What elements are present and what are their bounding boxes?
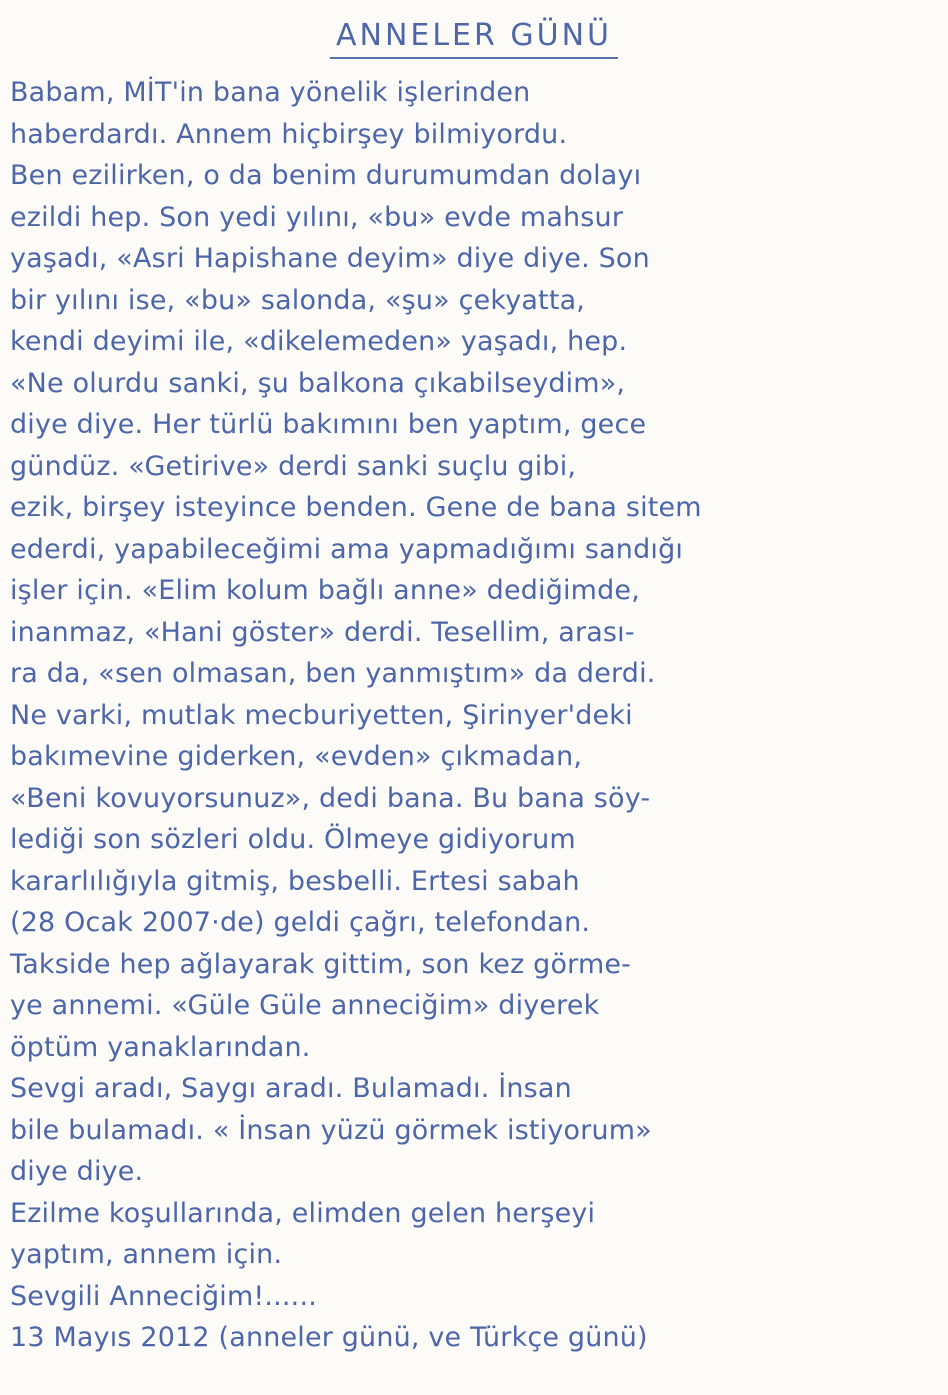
page-title: ANNELER GÜNÜ xyxy=(330,18,618,59)
letter-line: ye annemi. «Güle Güle anneciğim» diyerek xyxy=(10,990,600,1021)
letter-line: 13 Mayıs 2012 (anneler günü, ve Türkçe günü) xyxy=(10,1322,648,1353)
letter-body xyxy=(10,72,940,1359)
letter-line: ezildi hep. Son yedi yılını, «bu» evde mahsur xyxy=(10,201,624,233)
letter-line: Ne varki, mutlak mecburiyetten, Şirinyer'deki xyxy=(10,699,633,731)
letter-line: Babam, MİT'in bana yönelik işlerinden xyxy=(10,77,531,108)
letter-line: ederdi, yapabileceğimi ama yapmadığımı sandığı xyxy=(10,533,684,565)
letter-line: (28 Ocak 2007·de) geldi çağrı, telefondan. xyxy=(10,907,591,938)
letter-line: öptüm yanaklarından. xyxy=(10,1031,311,1063)
letter-line: kendi deyimi ile, «dikelemeden» yaşadı, hep. xyxy=(10,326,628,357)
title-area xyxy=(0,18,948,59)
letter-line: inanmaz, «Hani göster» derdi. Tesellim, arası- xyxy=(10,616,635,648)
letter-line: ezik, birşey isteyince benden. Gene de bana sitem xyxy=(10,492,702,523)
letter-line: Takside hep ağlayarak gittim, son kez görme- xyxy=(10,948,632,980)
letter-line: bakımevine giderken, «evden» çıkmadan, xyxy=(10,741,583,772)
letter-line: yaşadı, «Asri Hapishane deyim» diye diye. Son xyxy=(10,243,650,274)
letter-line: haberdardı. Annem hiçbirşey bilmiyordu. xyxy=(10,118,568,150)
letter-line: yaptım, annem için. xyxy=(10,1239,283,1270)
letter-line: lediği son sözleri oldu. Ölmeye gidiyorum xyxy=(10,824,576,855)
letter-line: «Beni kovuyorsunuz», dedi bana. Bu bana söy- xyxy=(10,782,651,814)
letter-line: bile bulamadı. « İnsan yüzü görmek istiyorum» xyxy=(10,1114,652,1146)
letter-line: kararlılığıyla gitmiş, besbelli. Ertesi sabah xyxy=(10,865,580,897)
letter-line: işler için. «Elim kolum bağlı anne» dediğimde, xyxy=(10,575,640,606)
letter-line: bir yılını ise, «bu» salonda, «şu» çekyatta, xyxy=(10,284,586,316)
letter-line: Ezilme koşullarında, elimden gelen herşeyi xyxy=(10,1197,596,1229)
letter-line: Sevgili Anneciğim!...... xyxy=(10,1280,317,1312)
letter-line: «Ne olurdu sanki, şu balkona çıkabilseydim», xyxy=(10,367,626,399)
letter-line: diye diye. Her türlü bakımını ben yaptım, gece xyxy=(10,409,647,440)
letter-line: Sevgi aradı, Saygı aradı. Bulamadı. İnsan xyxy=(10,1073,572,1104)
letter-line: gündüz. «Getirive» derdi sanki suçlu gibi, xyxy=(10,450,577,482)
letter-line: Ben ezilirken, o da benim durumumdan dolayı xyxy=(10,160,642,191)
letter-line: ra da, «sen olmasan, ben yanmıştım» da derdi. xyxy=(10,658,656,689)
letter-line: diye diye. xyxy=(10,1156,144,1187)
